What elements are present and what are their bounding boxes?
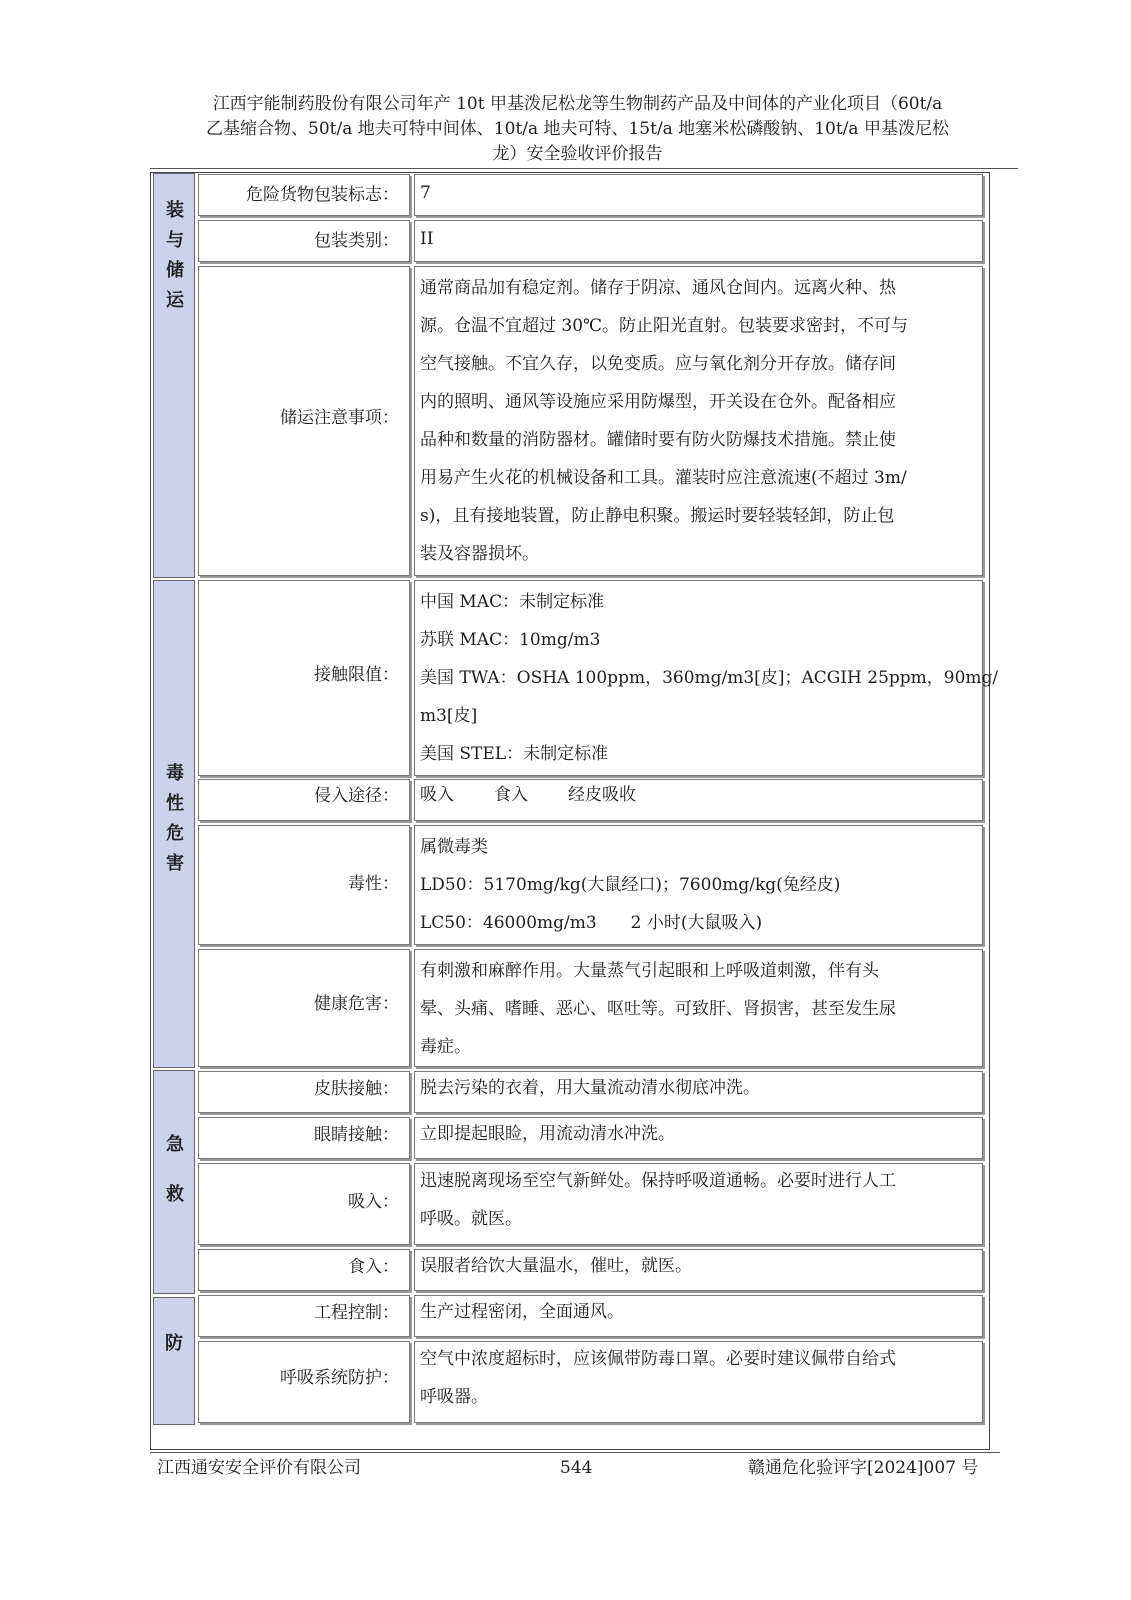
value-line: LC50：46000mg/m3 2 小时(大鼠吸入) [420, 913, 763, 933]
value-line: 通常商品加有稳定剂。储存于阴凉、通风仓间内。远离火种、热 [420, 278, 896, 298]
value-line: LD50：5170mg/kg(大鼠经口)；7600mg/kg(兔经皮) [420, 875, 841, 895]
section-protection [153, 1297, 195, 1425]
label-health [198, 949, 410, 1067]
value-line: 空气接触。不宜久存，以免变质。应与氧化剂分开存放。储存间 [420, 354, 896, 374]
value-line: 美国 STEL：未制定标准 [420, 744, 609, 764]
value-line: 中国 MAC：未制定标准 [420, 592, 605, 612]
value-pack-mark [414, 174, 983, 216]
header-line-2: 乙基缩合物、50t/a 地夫可特中间体、10t/a 地夫可特、15t/a 地塞米松磷酸钠、10t/a 甲基泼尼松 [206, 119, 949, 139]
value-line: II [420, 229, 434, 249]
value-pack-class [414, 220, 983, 262]
label-engineering [198, 1295, 410, 1337]
label-inhale [198, 1163, 410, 1245]
value-skin [414, 1071, 983, 1113]
label-text: 眼睛接触： [314, 1125, 399, 1145]
section-toxicity [153, 580, 195, 1068]
value-line: 属微毒类 [420, 837, 488, 857]
label-text: 呼吸系统防护： [280, 1368, 399, 1388]
footer-company: 江西通安安全评价有限公司 [157, 1458, 361, 1478]
value-line: 有刺激和麻醉作用。大量蒸气引起眼和上呼吸道刺激，伴有头 [420, 961, 879, 981]
value-line: 苏联 MAC：10mg/m3 [420, 630, 601, 650]
value-line: 美国 TWA：OSHA 100ppm，360mg/m3[皮]；ACGIH 25ppm，90mg/ [420, 668, 999, 688]
value-line: 迅速脱离现场至空气新鲜处。保持呼吸道通畅。必要时进行人工 [420, 1171, 896, 1191]
value-line: 呼吸器。 [420, 1387, 488, 1407]
route-item: 经皮吸收 [568, 785, 636, 805]
label-ingest [198, 1249, 410, 1291]
value-eye [414, 1117, 983, 1159]
section-storage-label: 装与储运 [163, 200, 184, 320]
value-engineering [414, 1295, 983, 1337]
label-text: 侵入途径： [314, 786, 399, 806]
label-text: 储运注意事项： [280, 408, 399, 428]
section-toxicity-label: 毒性危害 [163, 763, 184, 883]
value-line: 装及容器损坏。 [420, 544, 539, 564]
label-toxicity [198, 825, 410, 945]
value-ingest [414, 1249, 983, 1291]
value-exposure [414, 580, 999, 776]
value-line: 生产过程密闭，全面通风。 [420, 1302, 624, 1322]
value-line: 用易产生火花的机械设备和工具。灌装时应注意流速(不超过 3m/ [420, 468, 907, 488]
label-storage-notes [198, 266, 410, 576]
value-inhale [414, 1163, 983, 1245]
section-firstaid-label: 急救 [163, 1134, 184, 1234]
value-line: 空气中浓度超标时，应该佩带防毒口罩。必要时建议佩带自给式 [420, 1349, 896, 1369]
label-text: 吸入： [348, 1192, 399, 1212]
value-respiratory [414, 1341, 983, 1423]
label-text: 皮肤接触： [314, 1079, 399, 1099]
label-text: 健康危害： [314, 994, 399, 1014]
value-line: 源。仓温不宜超过 30℃。防止阳光直射。包装要求密封，不可与 [420, 316, 909, 336]
header-line-1: 江西宇能制药股份有限公司年产 10t 甲基泼尼松龙等生物制药产品及中间体的产业化项目（60t/a [212, 94, 943, 114]
value-line: m3[皮] [420, 706, 478, 726]
route-item: 吸入 [420, 785, 454, 805]
header-rule [150, 168, 1018, 169]
value-storage-notes [414, 266, 983, 576]
value-line: 呼吸。就医。 [420, 1209, 522, 1229]
footer-page-number: 544 [560, 1458, 593, 1478]
value-line: 品种和数量的消防器材。罐储时要有防火防爆技术措施。禁止使 [420, 430, 896, 450]
section-storage [153, 173, 195, 578]
label-text: 毒性： [348, 874, 399, 894]
label-route [198, 779, 410, 821]
label-pack-class [198, 220, 410, 262]
route-item: 食入 [494, 785, 528, 805]
label-pack-mark [198, 174, 410, 216]
value-line: 晕、头痛、嗜睡、恶心、呕吐等。可致肝、肾损害，甚至发生尿 [420, 999, 896, 1019]
label-text: 工程控制： [314, 1303, 399, 1323]
footer-doc-number: 赣通危化验评字[2024]007 号 [748, 1458, 979, 1478]
label-exposure [198, 580, 410, 776]
value-health [414, 949, 983, 1067]
value-line: 脱去污染的衣着，用大量流动清水彻底冲洗。 [420, 1078, 760, 1098]
section-firstaid [153, 1070, 195, 1294]
report-header [150, 92, 1005, 167]
value-line: s)，且有接地装置，防止静电积聚。搬运时要轻装轻卸，防止包 [420, 506, 895, 526]
label-respiratory [198, 1341, 410, 1423]
value-line: 内的照明、通风等设施应采用防爆型，开关设在仓外。配备相应 [420, 392, 896, 412]
section-protection-label: 防 [165, 1333, 183, 1354]
label-text: 食入： [348, 1257, 399, 1277]
label-text: 接触限值： [314, 665, 399, 685]
value-line: 立即提起眼睑，用流动清水冲洗。 [420, 1124, 675, 1144]
value-line: 7 [420, 183, 431, 203]
label-skin [198, 1071, 410, 1113]
header-line-3: 龙）安全验收评价报告 [492, 144, 663, 164]
label-eye [198, 1117, 410, 1159]
value-line: 毒症。 [420, 1037, 471, 1057]
footer-rule [150, 1452, 1000, 1453]
value-toxicity [414, 825, 983, 945]
value-line: 误服者给饮大量温水，催吐，就医。 [420, 1256, 692, 1276]
label-text: 包装类别： [314, 231, 399, 251]
label-text: 危险货物包装标志： [246, 185, 399, 205]
value-route [414, 779, 983, 821]
